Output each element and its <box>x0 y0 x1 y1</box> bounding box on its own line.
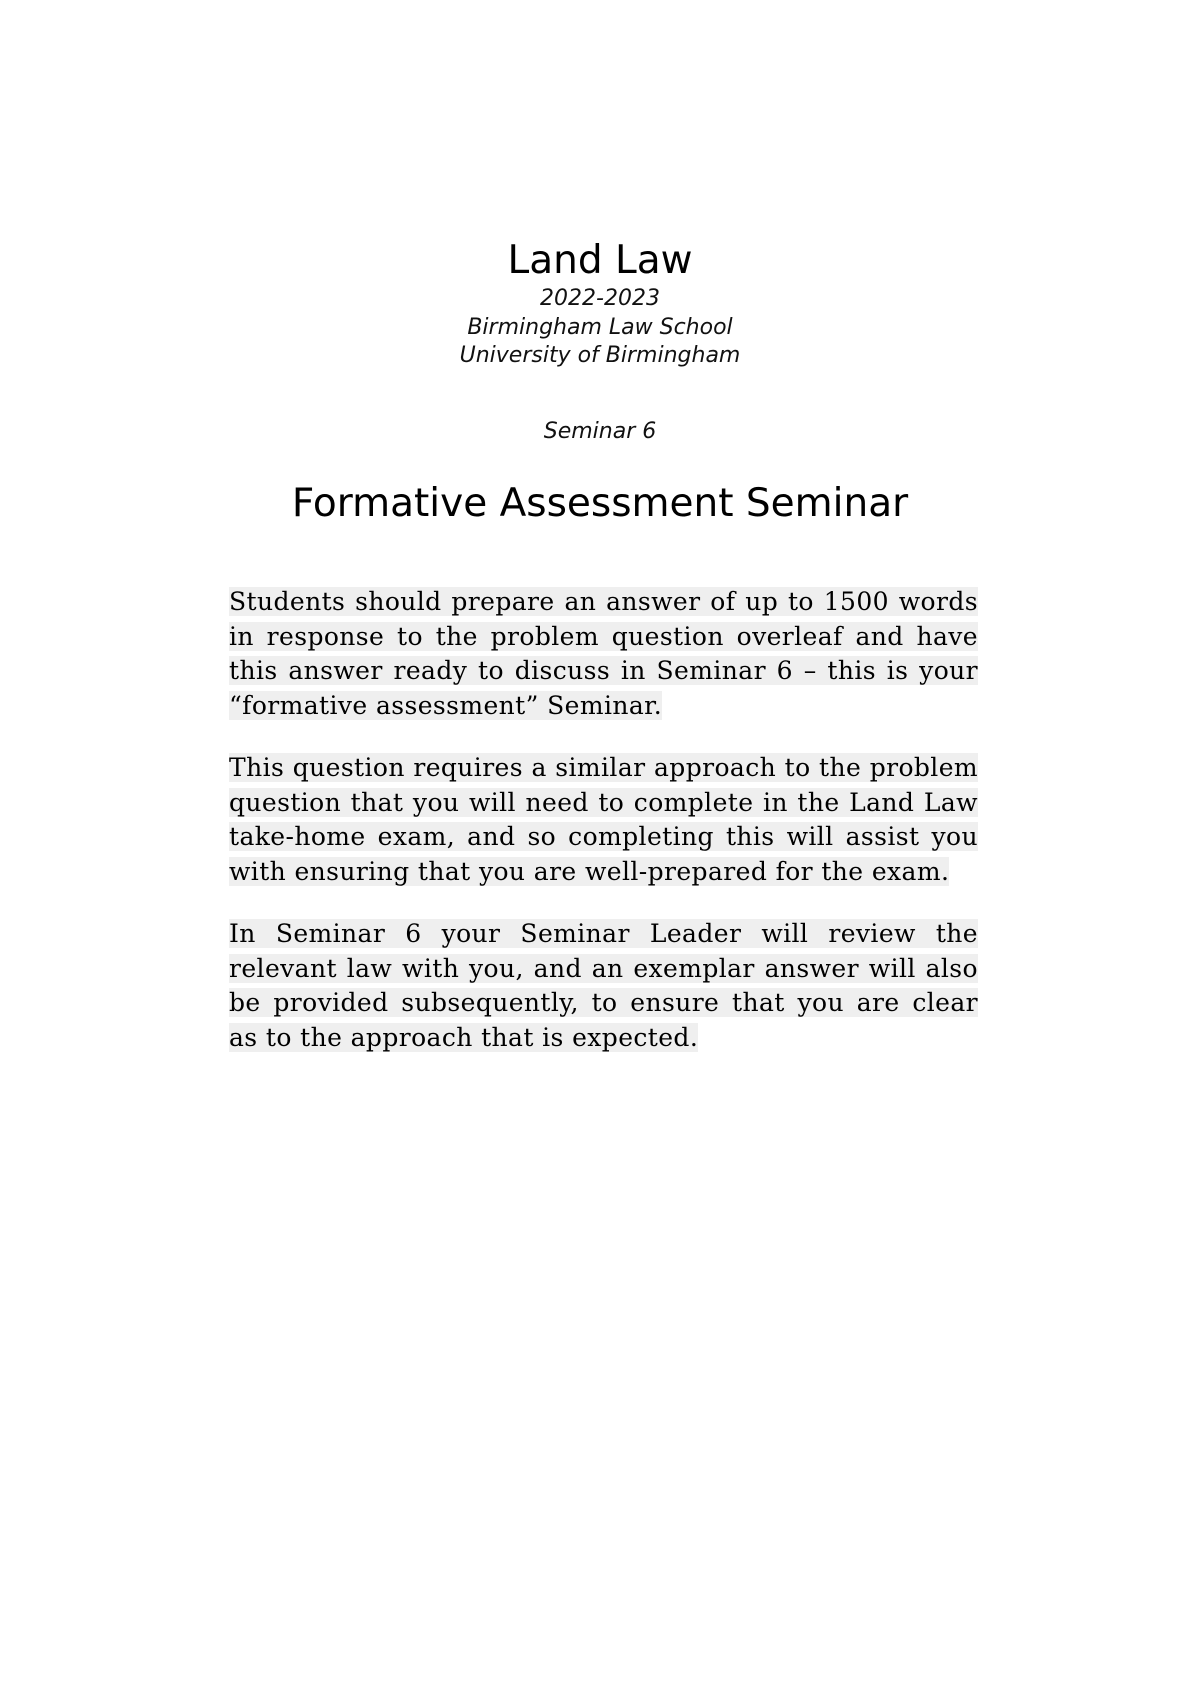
paragraph-text: This question requires a similar approach to the problem question that you will need to complete in the Land Law take-home exam, and so completing this will assist you with ensuring that you are well-prepared for the exam. <box>229 753 978 886</box>
academic-year: 2022-2023 <box>540 286 660 311</box>
university-name: University of Birmingham <box>459 343 741 368</box>
document-body <box>229 585 978 1083</box>
paragraph <box>229 917 978 1055</box>
seminar-label: Seminar 6 <box>543 419 657 444</box>
course-meta <box>0 285 1200 371</box>
school-name: Birmingham Law School <box>467 314 733 340</box>
page-title: Land Law <box>507 238 693 283</box>
paragraph-text: In Seminar 6 your Seminar Leader will review the relevant law with you, and an exemplar answer will also be provided subsequently, to ensure that you are clear as to the approach that is expected. <box>229 919 978 1052</box>
paragraph <box>229 585 978 723</box>
paragraph <box>229 751 978 889</box>
page-subtitle: Formative Assessment Seminar <box>291 481 909 526</box>
paragraph-text: Students should prepare an answer of up to 1500 words in response to the problem question overleaf and have this answer ready to discuss in Seminar 6 – this is your “formative assessment” Seminar. <box>229 587 978 720</box>
